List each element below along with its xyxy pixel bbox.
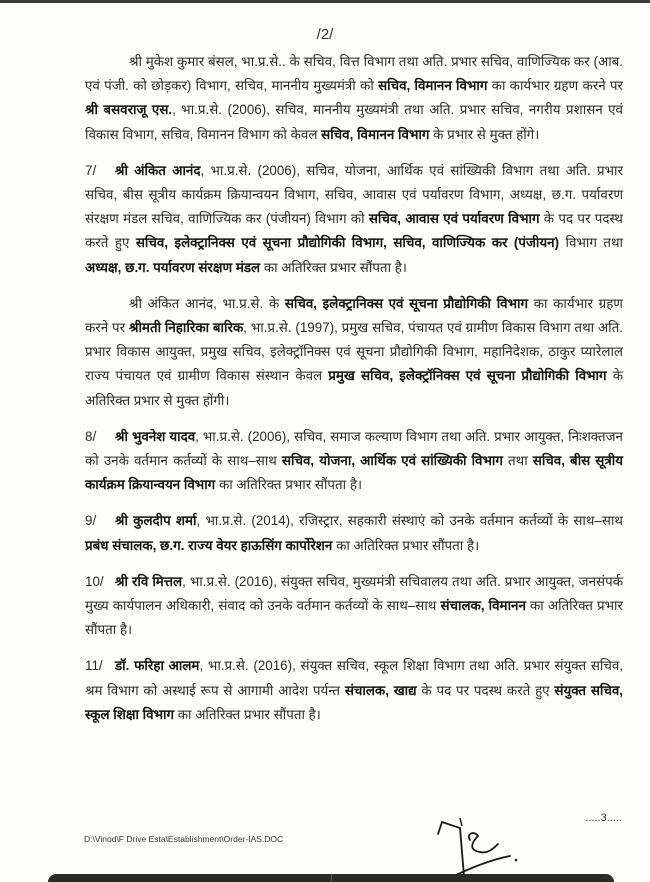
bold-text: श्री कुलदीप शर्मा	[115, 513, 197, 529]
bottom-bar-divider	[331, 874, 332, 882]
bold-text: श्रीमती निहारिका बारिक	[128, 320, 244, 336]
text: के प्रभार से मुक्त होंगे।	[429, 126, 540, 142]
page-number: /2/	[316, 26, 334, 43]
text: का अतिरिक्त प्रभार सौंपता है।	[260, 259, 407, 275]
bold-text: प्रमुख सचिव, इलेक्ट्रॉनिक्स एवं सूचना प्रौद्योगिकी विभाग	[328, 368, 607, 384]
text: का कार्यभार ग्रहण करने पर	[85, 295, 623, 336]
bold-text: सचिव, आवास एवं पर्यावरण विभाग	[368, 211, 540, 227]
text: श्री मुकेश कुमार बंसल, भा.प्र.से.. के सचिव, वित्त विभाग तथा अति. प्रभार सचिव, वाणिज्यिक कर (आब. एवं पंजी. को छोड़कर) विभाग, सचिव, माननीय मुख्यमंत्री को	[85, 54, 623, 94]
text: के पद पर पदस्थ करते हुए	[416, 682, 555, 698]
bold-text: संयुक्त सचिव, स्कूल शिक्षा विभाग	[85, 682, 624, 722]
order-paragraph	[85, 50, 623, 147]
text: , भा.प्र.से. (1997), प्रमुख सचिव, पंचायत एवं ग्रामीण विकास विभाग तथा अति. प्रभार विकास आयुक्त, प्रमुख सचिव, इलेक्ट्रॉनिक्स एवं सूचना प्रौद्योगिकी विभाग, महानिदेशक, ठाकुर प्यारेलाल राज्य पंचायत एवं ग्रामीण विकास संस्थान केवल	[85, 320, 623, 384]
text: , भा.प्र.से. (2006), सचिव, योजना, आर्थिक एवं सांख्यिकी विभाग तथा अति. प्रभार सचिव, बीस सूत्रीय कार्यक्रम क्रियान्वयन विभाग, सचिव, आवास एवं पर्यावरण विभाग, अध्यक्ष, छ.ग. पर्यावरण संरक्षण मंडल सचिव, वाणिज्यिक कर (पंजीयन) विभाग को	[85, 162, 623, 227]
text: का अतिरिक्त प्रभार सौंपता है।	[85, 598, 623, 638]
paragraph-number: 8/	[85, 428, 97, 444]
text: तथा	[502, 453, 533, 469]
bold-text: श्री भुवनेश यादव	[115, 428, 196, 444]
bold-text: संचालक, खाद्य	[344, 682, 417, 698]
bold-text: सचिव, विमानन विभाग	[321, 126, 430, 142]
text: का अतिरिक्त प्रभार सौंपता है।	[332, 537, 480, 553]
bold-text: सचिव, इलेक्ट्रानिक्स एवं सूचना प्रौद्योगिकी विभाग, सचिव, वाणिज्यिक कर (पंजीयन)	[135, 235, 560, 251]
text: के पद पर पदस्थ करते हुए	[85, 211, 623, 251]
paragraph-number: 10/	[85, 573, 104, 589]
bold-text: डॉ. फरिहा आलम	[115, 658, 200, 674]
order-paragraph	[85, 159, 623, 280]
top-bar	[0, 0, 650, 3]
text: श्री अंकित आनंद, भा.प्र.से. के	[129, 295, 285, 311]
paragraph-number: 11/	[85, 658, 103, 674]
text: का अतिरिक्त प्रभार सौंपता है।	[215, 477, 363, 493]
text: , भा.प्र.से. (2006), सचिव, समाज कल्याण विभाग तथा अति. प्रभार आयुक्त, निःशक्तजन को उनके वर्तमान कर्तव्यों के साथ–साथ	[85, 428, 623, 469]
text: , भा.प्र.से. (2014), रजिस्ट्रार, सहकारी संस्थाएं को उनके वर्तमान कर्तव्यों के साथ–साथ	[196, 513, 623, 529]
text: , भा.प्र.से. (2016), संयुक्त सचिव, स्कूल शिक्षा विभाग तथा अति. प्रभार संयुक्त सचिव, श्रम विभाग को अस्थाई रूप से आगामी आदेश पर्यन्त	[85, 658, 624, 698]
text: , भा.प्र.से. (2006), सचिव, माननीय मुख्यमंत्री तथा अति. प्रभार सचिव, नगरीय प्रशासन एवं विकास विभाग, सचिव, विमानन विभाग को केवल	[85, 102, 624, 142]
order-paragraph	[85, 425, 623, 498]
bold-text: सचिव, इलेक्ट्रानिक्स एवं सूचना प्रौद्योगिकी विभाग	[284, 295, 529, 311]
bold-text: प्रबंध संचालक, छ.ग. राज्य वेयर हाऊसिंग कार्पोरेशन	[85, 537, 333, 553]
text: विभाग तथा	[559, 235, 623, 251]
bold-text: श्री बसवराजू एस.	[85, 102, 173, 118]
order-paragraph	[85, 570, 623, 643]
order-paragraph	[85, 509, 623, 557]
bold-text: श्री रवि मित्तल	[115, 573, 183, 589]
continued-marker: .....3.....	[585, 812, 622, 824]
order-paragraph	[85, 654, 623, 727]
file-path: D:\Vinod\F Drive Esta\Establishment\Order-IAS.DOC	[84, 834, 284, 844]
bold-text: अध्यक्ष, छ.ग. पर्यावरण संरक्षण मंडल	[85, 259, 261, 275]
paragraph-number: 9/	[85, 513, 97, 529]
bold-text: सचिव, विमानन विभाग	[378, 78, 488, 94]
text: का अतिरिक्त प्रभार सौंपता है।	[174, 706, 321, 722]
bottom-bar	[48, 874, 614, 882]
paragraph-number: 7/	[85, 162, 97, 178]
bold-text: सचिव, योजना, आर्थिक एवं सांख्यिकी विभाग	[281, 453, 503, 469]
bold-text: श्री अंकित आनंद	[115, 162, 201, 178]
order-paragraph	[85, 292, 623, 413]
text: के अतिरिक्त प्रभार से मुक्त होंगी।	[85, 368, 623, 408]
order-body	[85, 50, 623, 739]
signature-icon	[430, 814, 520, 880]
text: , भा.प्र.से. (2016), संयुक्त सचिव, मुख्यमंत्री सचिवालय तथा अति. प्रभार आयुक्त, जनसंपर्क मुख्य कार्यपालन अधिकारी, संवाद को उनके वर्तमान कर्तव्यों के साथ–साथ	[85, 573, 623, 614]
text: का कार्यभार ग्रहण करने पर	[487, 78, 623, 94]
bold-text: संचालक, विमानन	[440, 598, 526, 614]
bold-text: सचिव, बीस सूत्रीय कार्यक्रम क्रियान्वयन विभाग	[85, 453, 623, 493]
